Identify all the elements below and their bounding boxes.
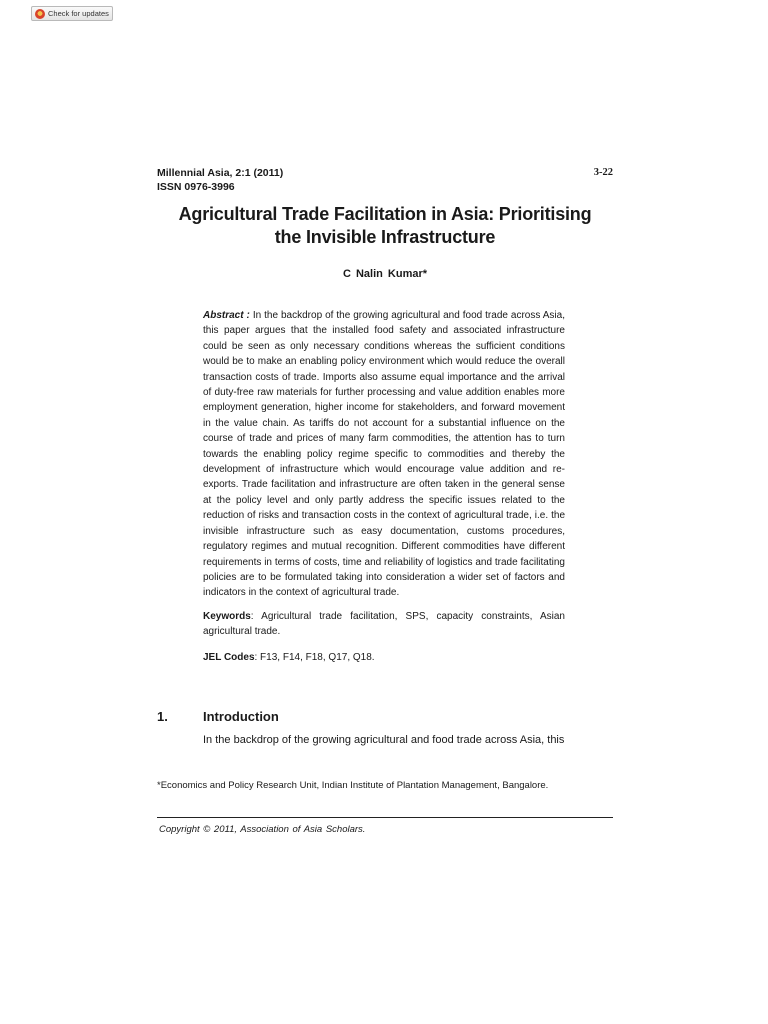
abstract-block (203, 308, 565, 665)
page-range: 3-22 (593, 167, 613, 178)
divider (157, 817, 613, 818)
jel-text: : F13, F14, F18, Q17, Q18. (254, 651, 375, 663)
section-title: Introduction (203, 709, 279, 724)
journal-issn: ISSN 0976-3996 (157, 181, 235, 193)
article-title (150, 203, 620, 249)
check-for-updates-label: Check for updates (48, 9, 109, 18)
abstract-text: In the backdrop of the growing agricultural and food trade across Asia, this paper argues that the installed food safety and associated infrastructure could be seen as only necessary conditions whereas the sufficient conditions would be to make an enabling policy environment which would reduce the overall transaction costs of trade. Imports also assume equal importance and the arrival of duty-free raw materials for further processing and value addition enables more employment generation, higher income for stakeholders, and forward movement in the value chain. As tariffs do not account for a substantial influence on the course of trade and prices of many farm commodities, the attention has to turn towards the enabling policy regime specific to commodities and thereby the development of infrastructure which would encourage value addition and re-exports. Trade facilitation and infrastructure are often taken in the general sense at the policy level and only partly address the specific issues related to the reduction of risks and transaction costs in the context of agricultural trade, i.e. the invisible infrastructure such as easy documentation, customs procedures, regulatory regimes and mutual recognition. Different commodities have different requirements in terms of costs, time and reliability of logistics and trade facilitating policies are to be formulated taking into consideration a wider set of factors and indicators in the context of agricultural trade. (203, 310, 565, 599)
journal-citation: Millennial Asia, 2:1 (2011) (157, 167, 284, 179)
jel-paragraph (203, 650, 565, 665)
crossmark-icon (35, 9, 45, 19)
intro-first-line: In the backdrop of the growing agricultural and food trade across Asia, this (203, 734, 565, 746)
keywords-label: Keywords (203, 610, 251, 622)
copyright-notice: Copyright © 2011, Association of Asia Scholars. (159, 824, 366, 835)
abstract-label: Abstract : (203, 310, 250, 321)
keywords-paragraph (203, 609, 565, 640)
author-name: C Nalin Kumar* (342, 268, 428, 280)
jel-label: JEL Codes (203, 651, 255, 663)
section-number: 1. (157, 709, 168, 724)
article-title-line-1: Agricultural Trade Facilitation in Asia: Prioritising (178, 204, 592, 224)
keywords-text: : Agricultural trade facilitation, SPS, capacity constraints, Asian agricultural trade. (203, 610, 565, 638)
article-title-line-2: the Invisible Infrastructure (274, 227, 496, 247)
abstract-paragraph (203, 308, 565, 601)
author-footnote: *Economics and Policy Research Unit, Indian Institute of Plantation Management, Bangalore. (157, 780, 549, 791)
check-for-updates-button[interactable] (31, 6, 113, 21)
journal-header (157, 166, 613, 194)
